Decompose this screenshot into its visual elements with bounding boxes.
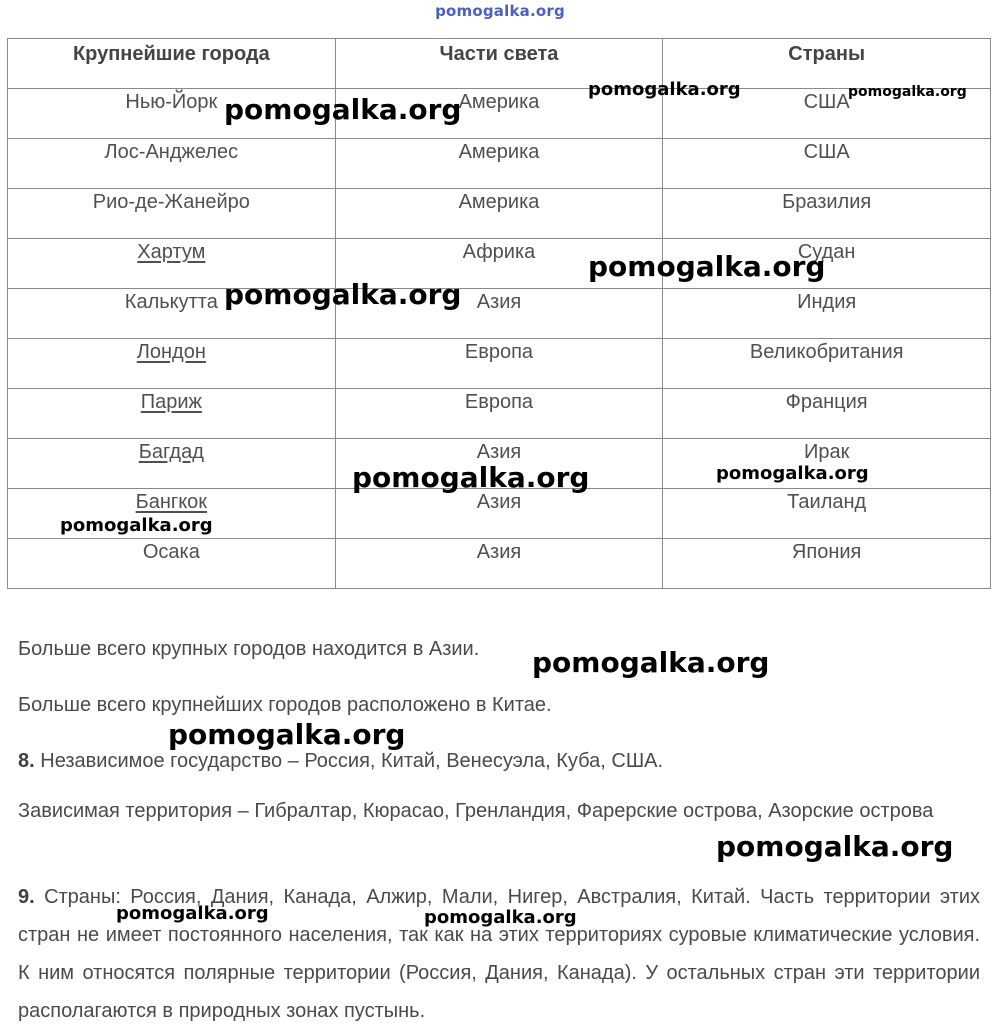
paragraph-dependent: Зависимая территория – Гибралтар, Кюрасао, Гренландия, Фарерские острова, Азорские острова <box>18 800 934 822</box>
cell-city: Лос-Анджелес <box>8 139 336 189</box>
cities-table <box>7 38 991 589</box>
city-name-underlined: Париж <box>140 391 202 413</box>
cell-country: Индия <box>663 289 991 339</box>
watermark: pomogalka.org <box>588 79 741 100</box>
cell-country: Япония <box>663 539 991 589</box>
item-number-8: 8. <box>18 750 35 772</box>
cell-part: Америка <box>335 139 663 189</box>
cell-country: Великобритания <box>663 339 991 389</box>
cell-part: Америка <box>335 189 663 239</box>
cell-country: Судан <box>663 239 991 289</box>
paragraph-asia: Больше всего крупных городов находится в Азии. <box>18 638 480 660</box>
cell-part: Америка <box>335 89 663 139</box>
header-parts: Части света <box>335 39 663 89</box>
cell-country: Франция <box>663 389 991 439</box>
header-cities: Крупнейшие города <box>8 39 336 89</box>
cell-part: Африка <box>335 239 663 289</box>
watermark: pomogalka.org <box>116 903 269 924</box>
cell-part: Европа <box>335 389 663 439</box>
paragraph-8 <box>18 742 980 780</box>
table-row <box>8 389 991 439</box>
paragraph-9 <box>18 878 980 1030</box>
table-row <box>8 539 991 589</box>
cell-part: Азия <box>335 289 663 339</box>
paragraph-china: Больше всего крупнейших городов расположено в Китае. <box>18 694 552 716</box>
cell-city: Калькутта <box>8 289 336 339</box>
watermark: pomogalka.org <box>224 278 462 311</box>
header-watermark: pomogalka.org <box>435 2 565 20</box>
table-row <box>8 189 991 239</box>
table-row <box>8 289 991 339</box>
cell-part: Европа <box>335 339 663 389</box>
watermark: pomogalka.org <box>424 907 577 928</box>
table-row <box>8 339 991 389</box>
header-countries: Страны <box>663 39 991 89</box>
cell-city <box>8 339 336 389</box>
cell-country: США <box>663 89 991 139</box>
city-name-underlined: Хартум <box>137 241 206 263</box>
cell-country: Бразилия <box>663 189 991 239</box>
cell-city <box>8 439 336 489</box>
watermark: pomogalka.org <box>716 830 954 863</box>
watermark: pomogalka.org <box>224 93 462 126</box>
cell-city: Осака <box>8 539 336 589</box>
cell-part: Азия <box>335 489 663 539</box>
watermark: pomogalka.org <box>168 718 406 751</box>
cell-city: Рио-де-Жанейро <box>8 189 336 239</box>
cell-part: Азия <box>335 439 663 489</box>
cell-country: Таиланд <box>663 489 991 539</box>
watermark: pomogalka.org <box>716 463 869 484</box>
city-name-underlined: Бангкок <box>135 491 208 513</box>
cell-country: Ирак <box>663 439 991 489</box>
watermark: pomogalka.org <box>848 84 967 100</box>
table-row <box>8 139 991 189</box>
table-row <box>8 89 991 139</box>
watermark: pomogalka.org <box>60 515 213 536</box>
table-header-row <box>8 39 991 89</box>
paragraph-9-text: Страны: Россия, Дания, Канада, Алжир, Мали, Нигер, Австралия, Китай. Часть территории этих стран не имеет постоянного населения, так как на этих территориях суровые климатические условия. К ним относятся полярные территории (Россия, Дания, Канада). У остальных стран эти территории располагаются в природных зонах пустынь. <box>18 886 980 1022</box>
watermark: pomogalka.org <box>352 461 590 494</box>
cell-country: США <box>663 139 991 189</box>
item-number-9: 9. <box>18 886 35 908</box>
watermark: pomogalka.org <box>532 646 770 679</box>
table-row <box>8 239 991 289</box>
paragraph-8-text: Независимое государство – Россия, Китай, Венесуэла, Куба, США. <box>34 750 664 772</box>
cell-part: Азия <box>335 539 663 589</box>
cell-city <box>8 389 336 439</box>
cell-city: Нью-Йорк <box>8 89 336 139</box>
watermark: pomogalka.org <box>588 250 826 283</box>
city-name-underlined: Багдад <box>138 441 204 463</box>
city-name-underlined: Лондон <box>136 341 206 363</box>
